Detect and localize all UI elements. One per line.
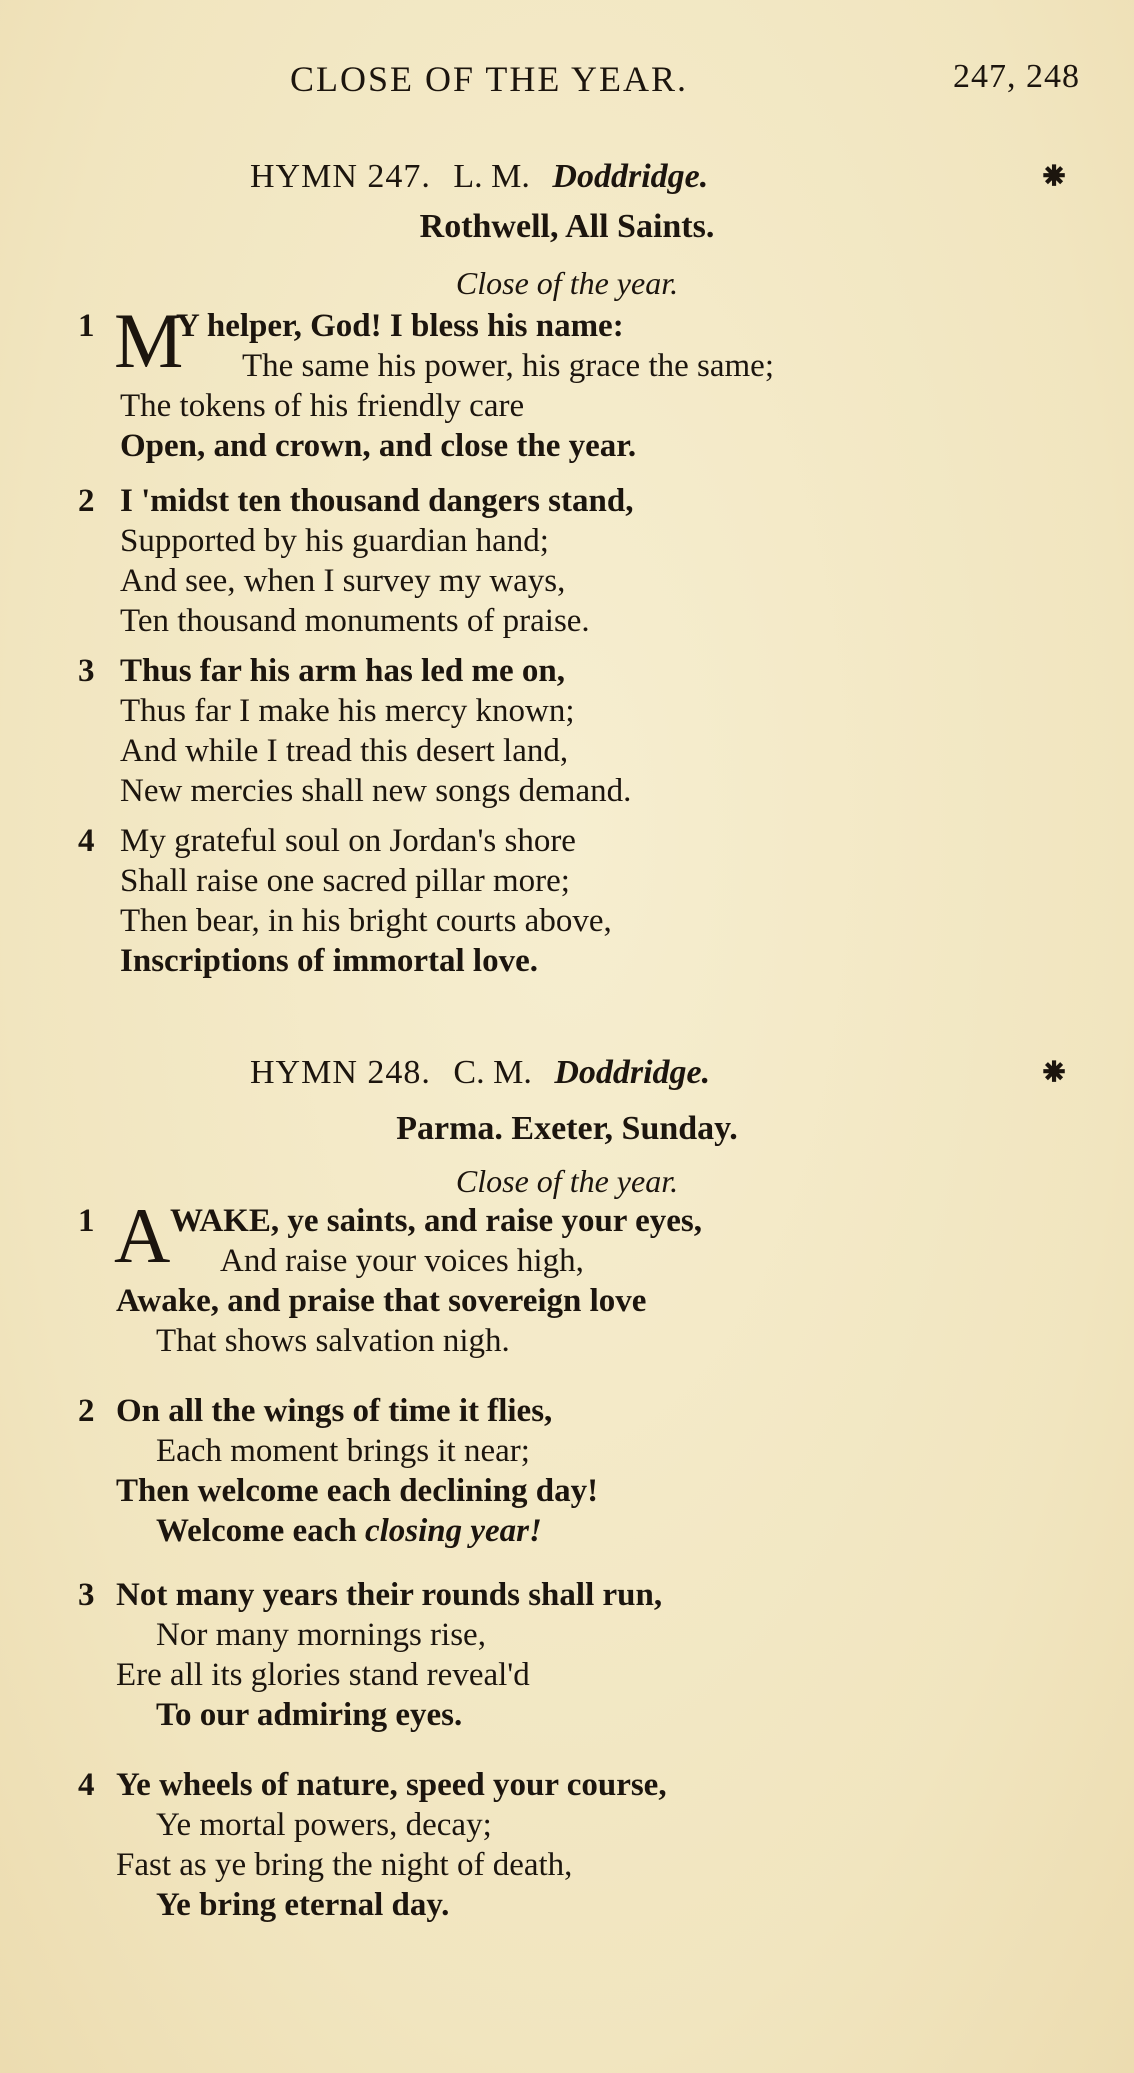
hymn-248-heading (250, 1054, 1070, 1092)
hymn-247-topic: Close of the year. (455, 265, 679, 301)
verse-line: Ye bring eternal day. (156, 1887, 450, 1923)
ornament-icon: ⁕ (1038, 1052, 1070, 1094)
verse-line: Y helper, God! I bless his name: (176, 308, 624, 344)
hymn-number: HYMN 247. (250, 158, 431, 195)
verse-number: 1 (78, 308, 95, 344)
verse-line: Inscriptions of immortal love. (120, 943, 538, 979)
verse-line: Awake, and praise that sovereign love (116, 1283, 647, 1319)
hymn-number: HYMN 248. (250, 1054, 431, 1091)
verse-line: My grateful soul on Jordan's shore (120, 823, 576, 859)
verse-number: 3 (78, 1577, 95, 1613)
verse-number: 2 (78, 483, 95, 519)
verse-line: Nor many mornings rise, (156, 1617, 486, 1653)
drop-cap: A (114, 1192, 171, 1279)
verse-line: To our admiring eyes. (156, 1697, 463, 1733)
verse-line: Shall raise one sacred pillar more; (120, 863, 570, 899)
verse-number: 4 (78, 823, 95, 859)
verse-number: 4 (78, 1767, 95, 1803)
hymn-248-topic: Close of the year. (455, 1163, 679, 1199)
verse-line: I 'midst ten thousand dangers stand, (120, 483, 634, 519)
page-numbers: 247, 248 (953, 58, 1080, 95)
verse-number: 2 (78, 1393, 95, 1429)
hymn-247-heading (250, 158, 1070, 196)
hymn-author: Doddridge. (552, 158, 709, 195)
verse-line: Ten thousand monuments of praise. (120, 603, 590, 639)
verse-line-text: Welcome each (156, 1513, 365, 1549)
running-title: CLOSE OF THE YEAR. (290, 59, 689, 99)
verse-line: Open, and crown, and close the year. (120, 428, 637, 464)
verse-line: On all the wings of time it flies, (116, 1393, 553, 1429)
hymn-author: Doddridge. (554, 1054, 711, 1091)
verse-line: And see, when I survey my ways, (120, 563, 566, 599)
verse-line (156, 1513, 542, 1550)
verse-line: Then welcome each declining day! (116, 1473, 599, 1509)
verse-line: New mercies shall new songs demand. (120, 773, 632, 809)
verse-line: And while I tread this desert land, (120, 733, 569, 769)
verse-line: Ere all its glories stand reveal'd (116, 1657, 530, 1693)
hymn-247-tunes: Rothwell, All Saints. (419, 208, 715, 245)
verse-line: The tokens of his friendly care (120, 388, 525, 424)
verse-line: Thus far I make his mercy known; (120, 693, 575, 729)
hymn-248-tunes: Parma. Exeter, Sunday. (396, 1110, 738, 1147)
verse-line: The same his power, his grace the same; (242, 348, 774, 384)
verse-line: Ye wheels of nature, speed your course, (116, 1767, 667, 1803)
verse-line: Fast as ye bring the night of death, (116, 1847, 573, 1883)
verse-line: Then bear, in his bright courts above, (120, 903, 612, 939)
verse-line: WAKE, ye saints, and raise your eyes, (170, 1203, 702, 1239)
verse-number: 1 (78, 1203, 95, 1239)
verse-number: 3 (78, 653, 95, 689)
verse-line: Supported by his guardian hand; (120, 523, 549, 559)
verse-line: Thus far his arm has led me on, (120, 653, 565, 689)
verse-line: That shows salvation nigh. (156, 1323, 510, 1359)
verse-line-italic: closing year! (364, 1513, 542, 1549)
ornament-icon: ⁕ (1038, 156, 1070, 198)
drop-cap: M (114, 297, 184, 384)
hymn-meter: C. M. (453, 1054, 532, 1091)
verse-line: Ye mortal powers, decay; (156, 1807, 492, 1843)
verse-line: Not many years their rounds shall run, (116, 1577, 663, 1613)
hymn-meter: L. M. (453, 158, 530, 195)
verse-line: And raise your voices high, (220, 1243, 584, 1279)
verse-line: Each moment brings it near; (156, 1433, 530, 1469)
